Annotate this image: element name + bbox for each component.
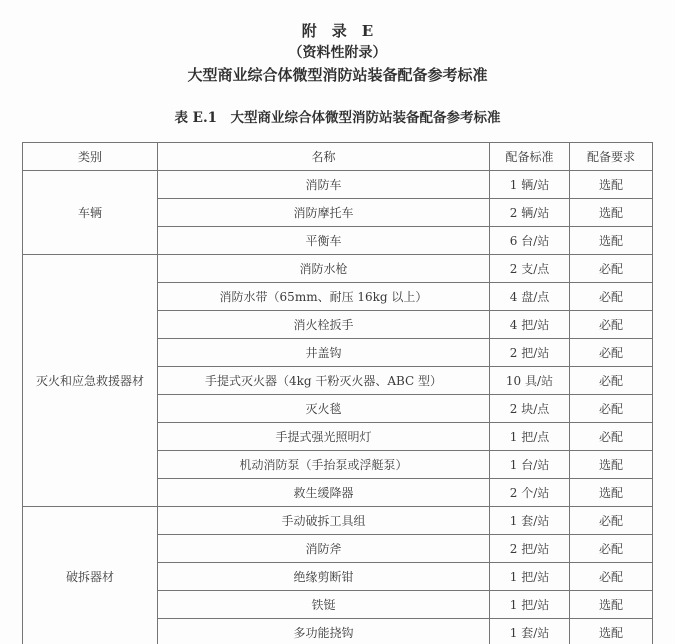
item-name-cell: 井盖钩 (158, 339, 490, 367)
requirement-cell: 选配 (570, 619, 653, 644)
requirement-cell: 选配 (570, 227, 653, 255)
item-name-cell: 绝缘剪断钳 (158, 563, 490, 591)
table-header-row (23, 143, 653, 171)
item-name-cell: 机动消防泵（手抬泵或浮艇泵） (158, 451, 490, 479)
requirement-cell: 必配 (570, 311, 653, 339)
standard-cell: 2 个/站 (490, 479, 570, 507)
standard-cell: 6 台/站 (490, 227, 570, 255)
standard-cell: 4 把/站 (490, 311, 570, 339)
item-name-cell: 消防斧 (158, 535, 490, 563)
item-name-cell: 消防水带（65mm、耐压 16kg 以上） (158, 283, 490, 311)
category-cell: 车辆 (23, 171, 158, 255)
item-name-cell: 手提式灭火器（4kg 干粉灭火器、ABC 型） (158, 367, 490, 395)
item-name-cell: 多功能挠钩 (158, 619, 490, 644)
standard-cell: 2 支/点 (490, 255, 570, 283)
header-requirement: 配备要求 (570, 143, 653, 171)
requirement-cell: 必配 (570, 339, 653, 367)
equipment-table (22, 142, 653, 644)
requirement-cell: 必配 (570, 507, 653, 535)
table-row (23, 171, 653, 199)
standard-cell: 2 辆/站 (490, 199, 570, 227)
item-name-cell: 平衡车 (158, 227, 490, 255)
standard-cell: 1 辆/站 (490, 171, 570, 199)
requirement-cell: 必配 (570, 283, 653, 311)
requirement-cell: 选配 (570, 591, 653, 619)
requirement-cell: 必配 (570, 255, 653, 283)
requirement-cell: 选配 (570, 479, 653, 507)
requirement-cell: 必配 (570, 395, 653, 423)
category-cell: 灭火和应急救援器材 (23, 255, 158, 507)
requirement-cell: 必配 (570, 535, 653, 563)
appendix-subtitle: （资料性附录） (288, 45, 387, 61)
item-name-cell: 消防车 (158, 171, 490, 199)
requirement-cell: 选配 (570, 451, 653, 479)
header-standard: 配备标准 (490, 143, 570, 171)
item-name-cell: 消防水枪 (158, 255, 490, 283)
requirement-cell: 必配 (570, 563, 653, 591)
standard-cell: 1 套/站 (490, 507, 570, 535)
standard-cell: 1 把/站 (490, 591, 570, 619)
requirement-cell: 必配 (570, 367, 653, 395)
standard-cell: 1 把/点 (490, 423, 570, 451)
table-row (23, 255, 653, 283)
requirement-cell: 选配 (570, 199, 653, 227)
appendix-title: 附 录 E (301, 22, 374, 40)
standard-cell: 1 把/站 (490, 563, 570, 591)
item-name-cell: 手动破拆工具组 (158, 507, 490, 535)
requirement-cell: 选配 (570, 171, 653, 199)
item-name-cell: 消火栓扳手 (158, 311, 490, 339)
item-name-cell: 救生缓降器 (158, 479, 490, 507)
document-header (0, 0, 675, 126)
appendix-heading: 大型商业综合体微型消防站装备配备参考标准 (187, 66, 488, 84)
standard-cell: 2 把/站 (490, 339, 570, 367)
standard-cell: 10 具/站 (490, 367, 570, 395)
standard-cell: 2 把/站 (490, 535, 570, 563)
header-name: 名称 (158, 143, 490, 171)
item-name-cell: 灭火毯 (158, 395, 490, 423)
header-category: 类别 (23, 143, 158, 171)
standard-cell: 4 盘/点 (490, 283, 570, 311)
item-name-cell: 手提式强光照明灯 (158, 423, 490, 451)
table-caption: 表 E.1 大型商业综合体微型消防站装备配备参考标准 (174, 110, 501, 126)
category-cell: 破拆器材 (23, 507, 158, 644)
table-row (23, 507, 653, 535)
requirement-cell: 必配 (570, 423, 653, 451)
item-name-cell: 消防摩托车 (158, 199, 490, 227)
standard-cell: 1 台/站 (490, 451, 570, 479)
item-name-cell: 铁铤 (158, 591, 490, 619)
standard-cell: 2 块/点 (490, 395, 570, 423)
standard-cell: 1 套/站 (490, 619, 570, 644)
